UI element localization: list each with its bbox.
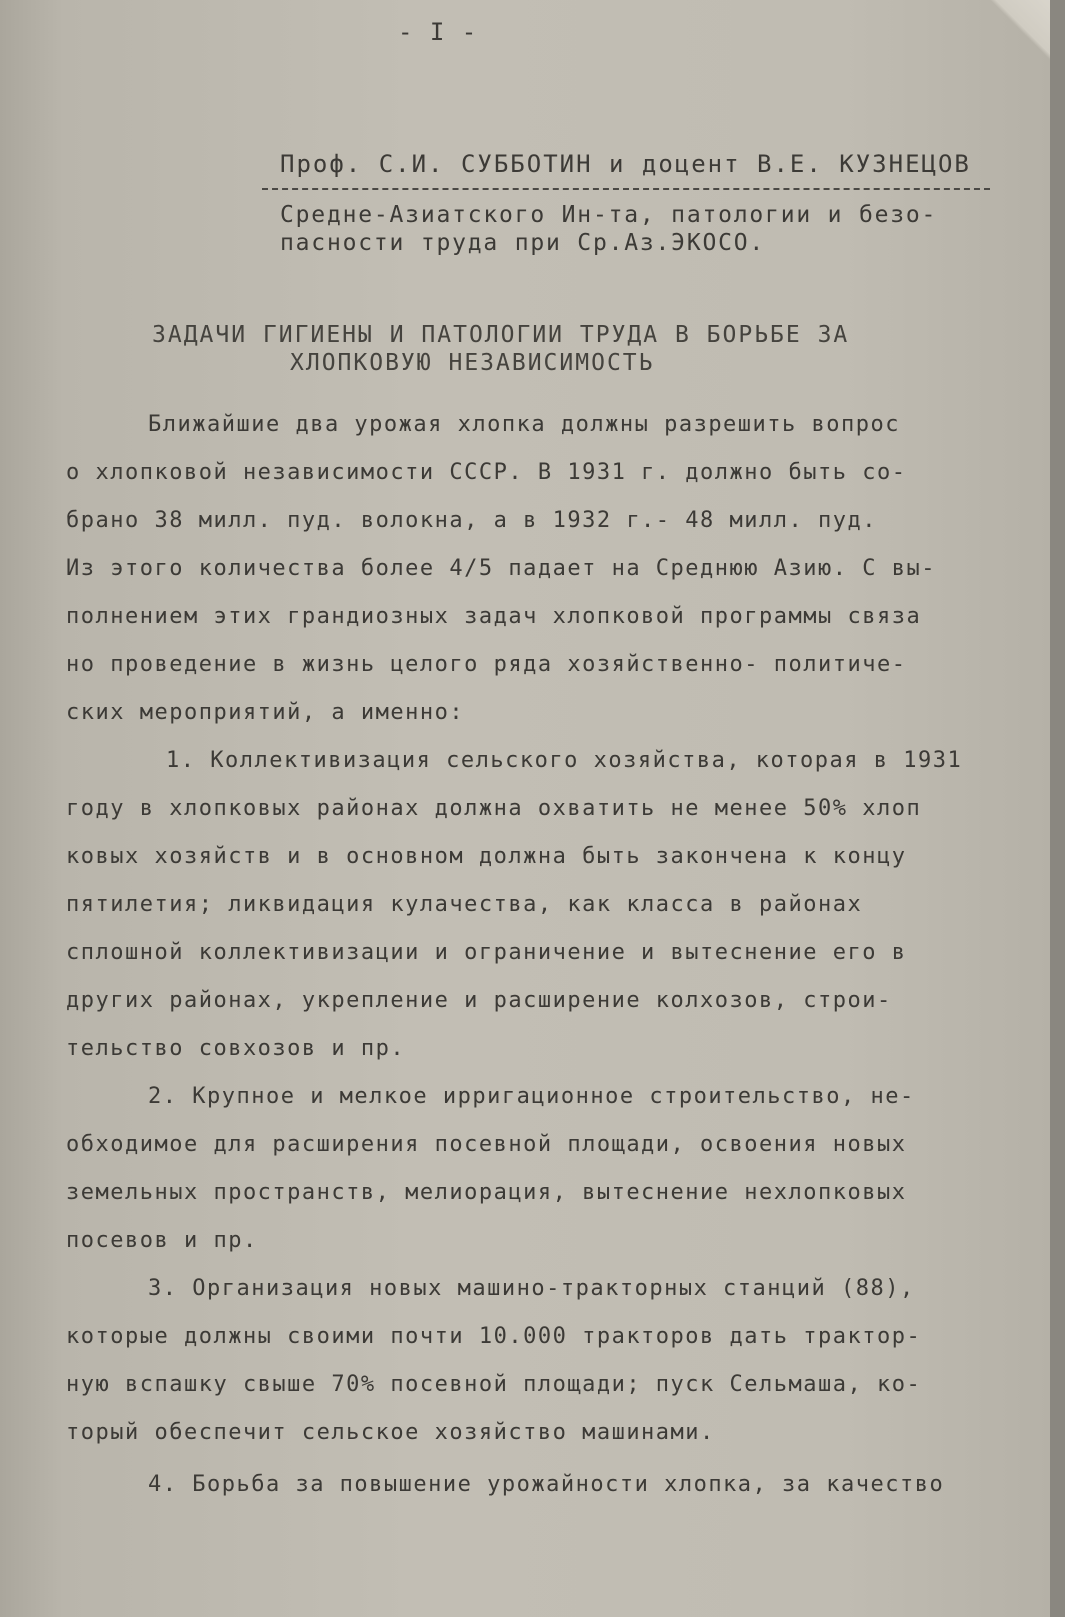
body-line: тельство совхозов и пр. — [66, 1036, 406, 1061]
body-line: полнением этих грандиозных задач хлопковой программы связа — [66, 604, 922, 629]
body-line: о хлопковой независимости СССР. В 1931 г. должно быть со- — [66, 460, 907, 485]
body-line: брано 38 милл. пуд. волокна, а в 1932 г.- 48 милл. пуд. — [66, 508, 877, 533]
body-line: обходимое для расширения посевной площади, освоения новых — [66, 1132, 907, 1157]
body-line: которые должны своими почти 10.000 тракторов дать трактор- — [66, 1324, 922, 1349]
body-line: 2. Крупное и мелкое ирригационное строительство, не- — [148, 1084, 915, 1109]
body-line: других районах, укрепление и расширение колхозов, строи- — [66, 988, 892, 1013]
page-number: - I - — [398, 18, 478, 46]
document-title-line-1: ЗАДАЧИ ГИГИЕНЫ И ПАТОЛОГИИ ТРУДА В БОРЬБЕ ЗА — [152, 322, 850, 348]
body-line: но проведение в жизнь целого ряда хозяйственно- политиче- — [66, 652, 907, 677]
body-line: 3. Организация новых машино-тракторных станций (88), — [148, 1276, 915, 1301]
body-line: сплошной коллективизации и ограничение и вытеснение его в — [66, 940, 907, 965]
folded-corner — [990, 0, 1050, 60]
body-line: земельных пространств, мелиорация, вытеснение нехлопковых — [66, 1180, 907, 1205]
body-line: ских мероприятий, а именно: — [66, 700, 465, 725]
body-line: торый обеспечит сельское хозяйство машинами. — [66, 1420, 715, 1445]
author-line: Проф. С.И. СУББОТИН и доцент В.Е. КУЗНЕЦОВ — [280, 150, 971, 178]
body-line: пятилетия; ликвидация кулачества, как класса в районах — [66, 892, 863, 917]
body-line: 1. Коллективизация сельского хозяйства, которая в 1931 — [166, 748, 963, 773]
institution-line-1: Средне-Азиатского Ин-та, патологии и безо- — [280, 202, 938, 228]
document-title-line-2: ХЛОПКОВУЮ НЕЗАВИСИМОСТЬ — [290, 350, 655, 376]
body-line: 4. Борьба за повышение урожайности хлопка, за качество — [148, 1472, 945, 1497]
institution-line-2: пасности труда при Ср.Аз.ЭКОСО. — [280, 230, 766, 256]
body-line: Из этого количества более 4/5 падает на Среднюю Азию. С вы- — [66, 556, 936, 581]
body-line: ковых хозяйств и в основном должна быть закончена к концу — [66, 844, 907, 869]
body-line: ную вспашку свыше 70% посевной площади; пуск Сельмаша, ко- — [66, 1372, 922, 1397]
body-line: Ближайшие два урожая хлопка должны разрешить вопрос — [148, 412, 901, 437]
body-line: году в хлопковых районах должна охватить не менее 50% хлоп — [66, 796, 922, 821]
body-line: посевов и пр. — [66, 1228, 258, 1253]
dashed-divider — [262, 188, 990, 190]
